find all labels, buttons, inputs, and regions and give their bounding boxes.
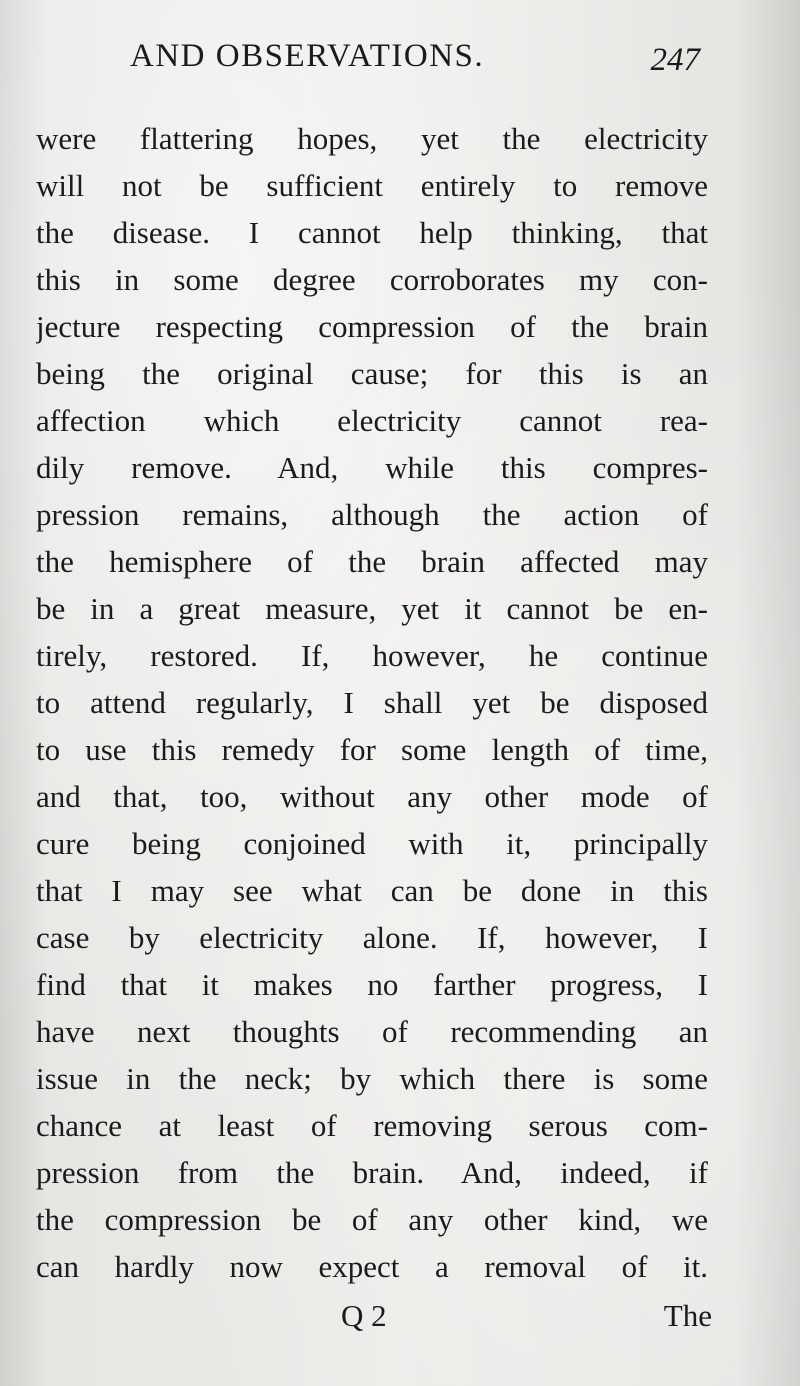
text-line: and that, too, without any other mode of (36, 779, 708, 814)
text-line: pression remains, although the action of (36, 497, 708, 532)
text-line: chance at least of removing serous com- (36, 1108, 708, 1143)
text-line: issue in the neck; by which there is some (36, 1061, 708, 1096)
body-text (36, 115, 708, 1290)
signature-mark: Q 2 (341, 1298, 387, 1333)
text-line: to attend regularly, I shall yet be disposed (36, 685, 708, 720)
text-line: were flattering hopes, yet the electricity (36, 121, 708, 156)
text-line: pression from the brain. And, indeed, if (36, 1155, 708, 1190)
text-line: jecture respecting compression of the brain (36, 309, 708, 344)
text-line: the compression be of any other kind, we (36, 1202, 708, 1237)
page-number: 247 (650, 42, 700, 78)
text-line: affection which electricity cannot rea- (36, 403, 708, 438)
text-line: dily remove. And, while this compres- (36, 450, 708, 485)
text-line: will not be sufficient entirely to remove (36, 168, 708, 203)
text-line: this in some degree corroborates my con- (36, 262, 708, 297)
text-line: be in a great measure, yet it cannot be en- (36, 591, 708, 626)
text-line: can hardly now expect a removal of it. (36, 1249, 708, 1284)
text-line: to use this remedy for some length of time, (36, 732, 708, 767)
text-line: tirely, restored. If, however, he continue (36, 638, 708, 673)
running-head: AND OBSERVATIONS. (130, 38, 485, 74)
text-line: cure being conjoined with it, principally (36, 826, 708, 861)
text-line: that I may see what can be done in this (36, 873, 708, 908)
text-line: have next thoughts of recommending an (36, 1014, 708, 1049)
text-line: case by electricity alone. If, however, I (36, 920, 708, 955)
text-line: the hemisphere of the brain affected may (36, 544, 708, 579)
text-line: being the original cause; for this is an (36, 356, 708, 391)
page-footer (36, 1298, 712, 1342)
page-header (130, 38, 700, 88)
text-line: find that it makes no farther progress, I (36, 967, 708, 1002)
catchword: The (663, 1298, 712, 1333)
text-line: the disease. I cannot help thinking, that (36, 215, 708, 250)
